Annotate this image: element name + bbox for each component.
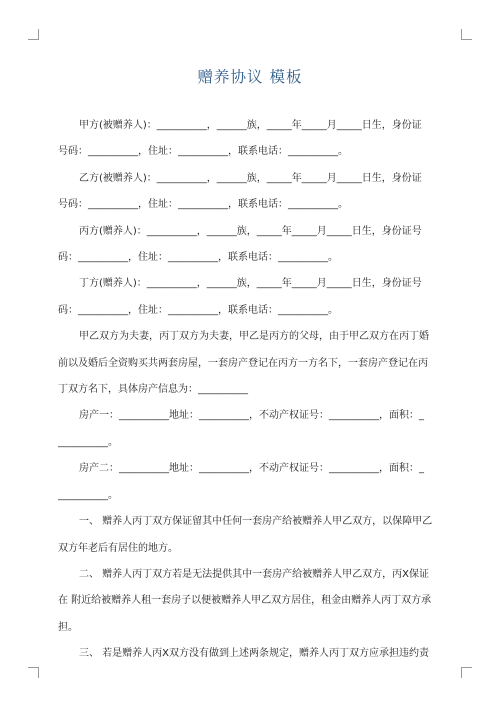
property-2-line-1: 房产二：__________地址：__________，不动产权证号：__________，面积：_ [79,463,424,475]
party-c-line-1: 丙方(赠养人)：__________，______族，_____年_____月_____日生，身份证号 [79,225,422,237]
party-d-line-2: 码：__________，住址：__________，联系电话：__________。 [58,304,338,316]
clause-2-line-2: 在 附近给被赠养人租一套房子以便被赠养人甲乙双方居住，租金由赠养人丙丁双方承 [58,595,432,607]
corner-mark-bottom-right [461,667,472,678]
background-line-2: 前以及婚后全资购买共两套房屋，一套房产登记在丙方一方名下，一套房产登记在丙 [58,357,428,369]
background-line-3: 丁双方名下，具体房产信息为：__________ [58,384,248,396]
clause-1-line-1: 一、 赠养人丙丁双方保证留其中任何一套房产给被赠养人甲乙双方，以保障甲乙 [79,516,433,528]
clause-1-line-2: 双方年老后有居住的地方。 [58,542,178,554]
clause-3-line-1: 三、 若是赠养人丙X双方没有做到上述两条规定，赠养人丙丁双方应承担违约责 [79,648,430,660]
background-line-1: 甲乙双方为夫妻，丙丁双方为夫妻，甲乙是丙方的父母，由于甲乙双方在丙丁婚 [79,331,429,343]
party-a-line-1: 甲方(被赠养人)：__________，______族，_____年_____月_____日生，身份证 [79,120,422,131]
property-1-line-1: 房产一：__________地址：__________，不动产权证号：__________，面积：_ [79,410,424,422]
document-body [58,113,443,668]
corner-mark-top-right [461,29,472,40]
party-b-line-1: 乙方(被赠养人)：__________，______族，_____年_____月_____日生，身份证 [79,172,422,184]
property-1-line-2: __________。 [58,436,118,448]
corner-mark-bottom-left [28,667,39,678]
party-a-line-2: 号码：__________，住址：__________，联系电话：__________。 [58,146,348,158]
party-d-line-1: 丁方(赠养人)：__________，______族，_____年_____月_____日生，身份证号 [79,278,422,290]
party-b-line-2: 号码：__________，住址：__________，联系电话：__________。 [58,199,348,211]
clause-2-line-3: 担。 [58,621,78,633]
clause-2-line-1: 二、 赠养人丙丁双方若是无法提供其中一套房产给被赠养人甲乙双方，丙X保证 [79,568,430,580]
document-title: 赠养协议 模板 [197,68,303,86]
party-c-line-2: 码：__________，住址：__________，联系电话：__________。 [58,252,338,264]
property-2-line-2: __________。 [58,489,118,501]
corner-mark-top-left [28,29,39,40]
